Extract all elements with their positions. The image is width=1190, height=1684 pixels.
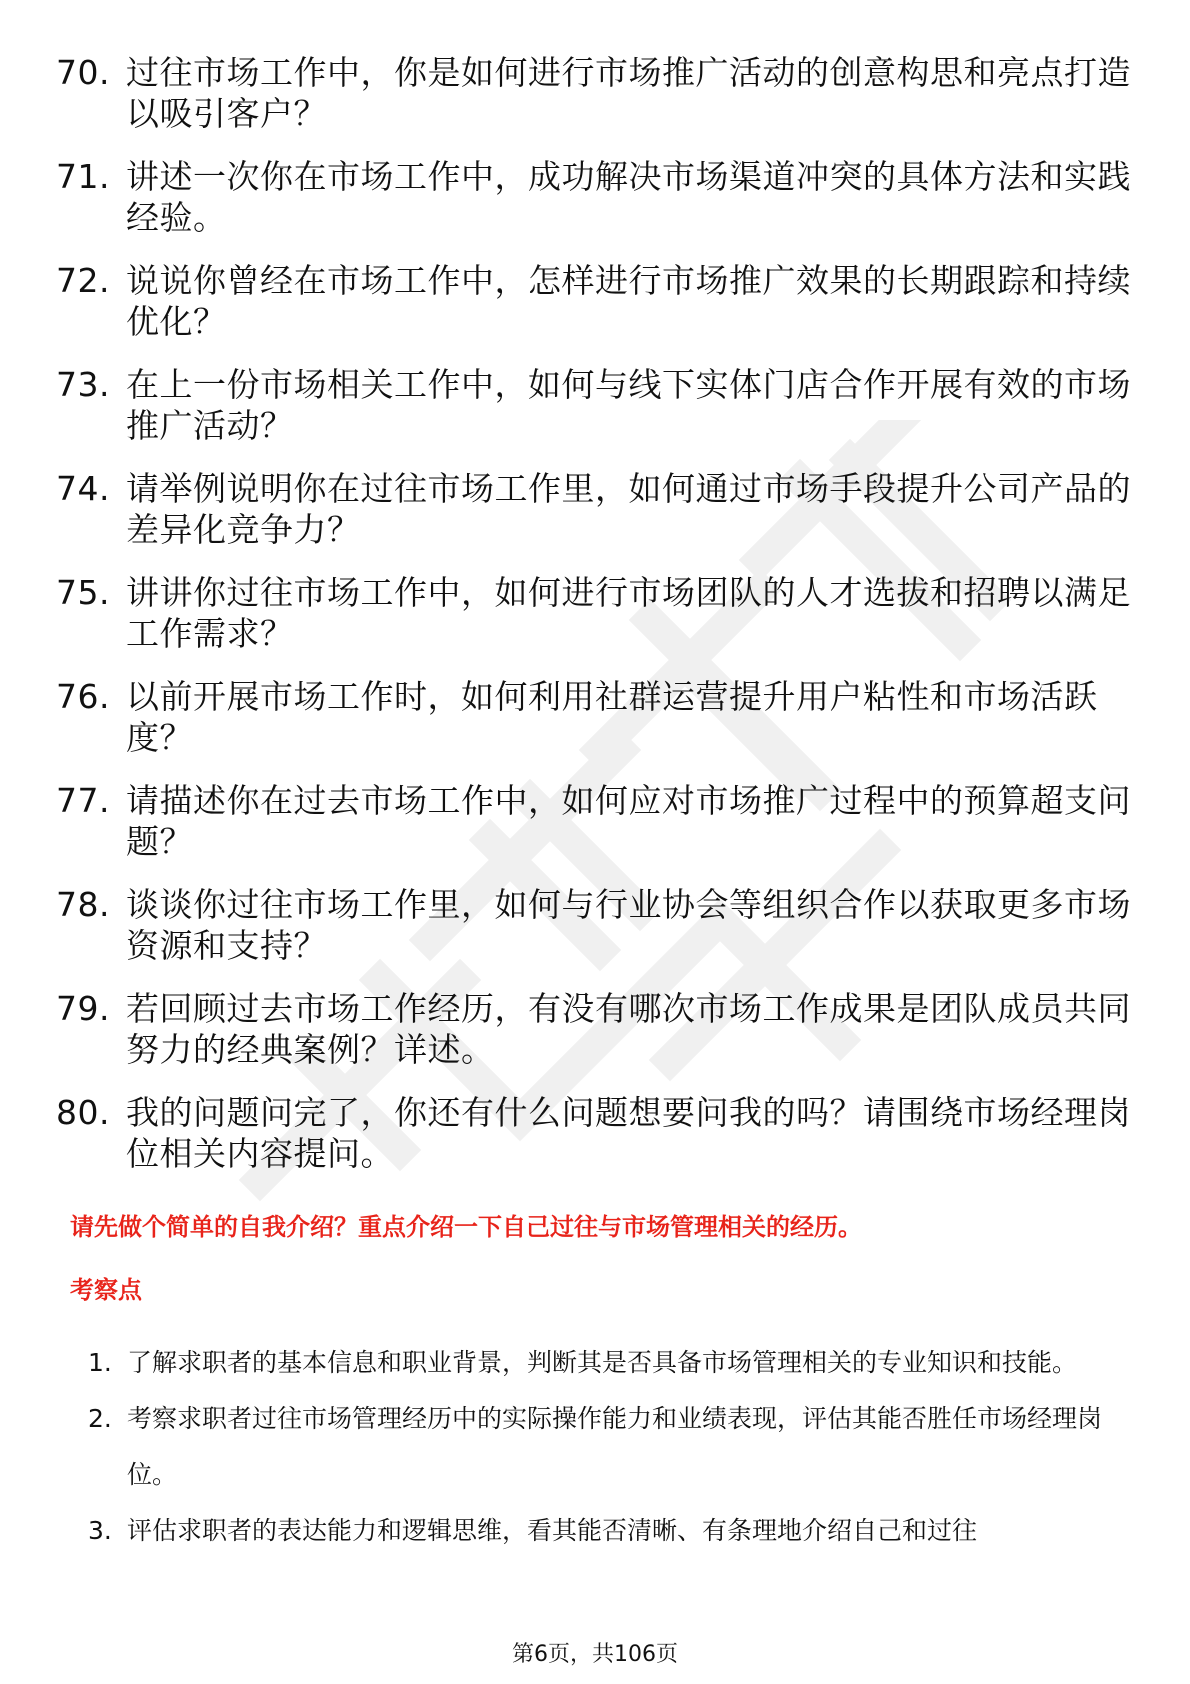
question-number: 70. <box>56 53 110 92</box>
point-text: 评估求职者的表达能力和逻辑思维，看其能否清晰、有条理地介绍自己和过往 <box>127 1516 978 1545</box>
question-item <box>56 52 1136 134</box>
page-number-footer: 第6页，共106页 <box>512 1642 678 1667</box>
question-item <box>56 988 1136 1070</box>
question-text: 请举例说明你在过往市场工作里，如何通过市场手段提升公司产品的差异化竞争力？ <box>126 469 1131 549</box>
question-item <box>56 364 1136 446</box>
assessment-point <box>80 1335 1125 1391</box>
question-number: 73. <box>56 365 110 404</box>
question-text: 讲述一次你在市场工作中，成功解决市场渠道冲突的具体方法和实践经验。 <box>126 157 1131 237</box>
question-text: 说说你曾经在市场工作中，怎样进行市场推广效果的长期跟踪和持续优化？ <box>126 261 1131 341</box>
question-item <box>56 1092 1136 1174</box>
point-number: 2. <box>88 1404 112 1433</box>
question-text: 我的问题问完了，你还有什么问题想要问我的吗？请围绕市场经理岗位相关内容提问。 <box>126 1093 1131 1173</box>
question-item <box>56 156 1136 238</box>
question-number: 79. <box>56 989 110 1028</box>
question-number: 77. <box>56 781 110 820</box>
intro-question-heading: 请先做个简单的自我介绍？重点介绍一下自己过往与市场管理相关的经历。 <box>70 1213 862 1241</box>
question-text: 谈谈你过往市场工作里，如何与行业协会等组织合作以获取更多市场资源和支持？ <box>126 885 1131 965</box>
assessment-point <box>80 1391 1125 1503</box>
question-text: 讲讲你过往市场工作中，如何进行市场团队的人才选拔和招聘以满足工作需求？ <box>126 573 1131 653</box>
point-number: 1. <box>88 1348 112 1377</box>
question-text: 过往市场工作中，你是如何进行市场推广活动的创意构思和亮点打造以吸引客户？ <box>126 53 1131 133</box>
question-text: 请描述你在过去市场工作中，如何应对市场推广过程中的预算超支问题？ <box>126 781 1131 861</box>
question-number: 71. <box>56 157 110 196</box>
question-item <box>56 780 1136 862</box>
point-text: 了解求职者的基本信息和职业背景，判断其是否具备市场管理相关的专业知识和技能。 <box>127 1348 1078 1377</box>
assessment-point <box>80 1503 1125 1559</box>
question-text: 以前开展市场工作时，如何利用社群运营提升用户粘性和市场活跃度？ <box>126 677 1098 757</box>
question-item <box>56 572 1136 654</box>
question-text: 若回顾过去市场工作经历，有没有哪次市场工作成果是团队成员共同努力的经典案例？详述。 <box>126 989 1131 1069</box>
question-item <box>56 884 1136 966</box>
question-number: 72. <box>56 261 110 300</box>
question-text: 在上一份市场相关工作中，如何与线下实体门店合作开展有效的市场推广活动？ <box>126 365 1131 445</box>
question-number: 74. <box>56 469 110 508</box>
assessment-points-label: 考察点 <box>70 1276 142 1304</box>
question-list <box>56 52 1136 1196</box>
point-text: 考察求职者过往市场管理经历中的实际操作能力和业绩表现，评估其能否胜任市场经理岗位。 <box>127 1404 1103 1489</box>
question-number: 75. <box>56 573 110 612</box>
question-item <box>56 468 1136 550</box>
assessment-points-list <box>80 1335 1125 1559</box>
question-number: 78. <box>56 885 110 924</box>
question-number: 80. <box>56 1093 110 1132</box>
question-item <box>56 676 1136 758</box>
point-number: 3. <box>88 1516 112 1545</box>
question-item <box>56 260 1136 342</box>
question-number: 76. <box>56 677 110 716</box>
